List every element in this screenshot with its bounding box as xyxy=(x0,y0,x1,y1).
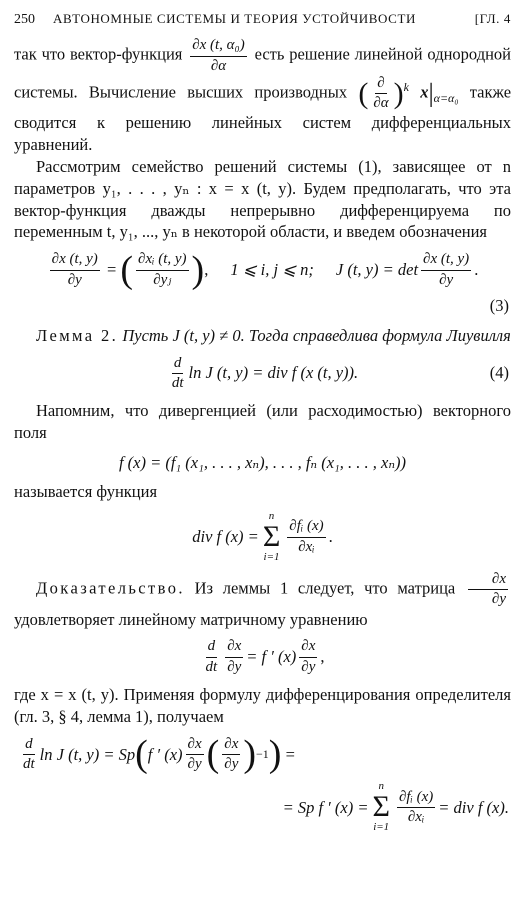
equation-4: $\frac{d}{dt}$ ln J (t, y) = div f (x (t, y)). (4) xyxy=(171,354,509,391)
equation-final-line-1: $\frac{d}{dt}$ ln J (t, y) = Sp ( f ′ (x) $\frac{\partial x}{\partial y}$ ( $\frac{\partial x}{\partial y}$ ) −1 ) = xyxy=(23,733,295,776)
paragraph-determinant: где x = x (t, y). Применяя формулу дифференцирования определителя (гл. 3, § 4, лемма 1), получаем xyxy=(14,684,511,726)
sum-symbol: n Σ i=1 xyxy=(262,510,281,564)
chapter-marker: [ГЛ. 4 xyxy=(474,11,511,26)
lemma-statement: Пусть J (t, y) ≠ 0. Тогда справедлива формула Лиувилля xyxy=(122,325,511,345)
lemma-2 xyxy=(14,325,511,347)
paragraph-vector-function: так что вектор-функция $\frac{\text{∂x (t, α₀)}}{\partial\alpha}$ есть решение линейной однородной системы. Вычисление высших производных ( $\frac{\partial}{\partial\alpha}$ )$^k$ $x|_{\alpha=\alpha_0}$ также сводится к решению линейных систем дифференциальных уравнений. xyxy=(14,37,512,155)
running-header xyxy=(14,10,511,29)
proof-label: Доказательство. xyxy=(36,578,185,598)
paragraph-divergence-definition: Напомним, что дивергенцией (или расходимостью) векторного поля xyxy=(14,401,511,442)
equation-number-4: (4) xyxy=(489,363,509,383)
equation-final-line-2: = Sp f ′ (x) = n Σ i=1 $\frac{\text{∂fᵢ (x)}}{\text{∂xᵢ}}$ = div f (x). xyxy=(282,780,509,834)
running-title: АВТОНОМНЫЕ СИСТЕМЫ И ТЕОРИЯ УСТОЙЧИВОСТИ xyxy=(53,11,416,26)
paragraph-family-of-solutions: Рассмотрим семейство решений системы (1), зависящее от n параметров y₁, . . . , yₙ : x = x (t, y). Будем предполагать, что эта вектор-функция дважды непрерывно дифференцируема по переменным t, y₁, ..., yₙ в некоторой области, и введем обозначения xyxy=(14,157,511,242)
equation-matrix: $\frac{d}{dt}$ $\frac{\partial x}{\partial y}$ = f ′ (x) $\frac{\partial x}{\partial y}$ , xyxy=(205,638,325,675)
page-number: 250 xyxy=(14,12,35,27)
equation-divergence: div f (x) = n Σ i=1 $\frac{\text{∂fᵢ (x)}}{\text{∂xᵢ}}$ . xyxy=(192,510,333,564)
lemma-label: Лемма 2. xyxy=(36,325,119,345)
equation-number-3: (3) xyxy=(489,296,509,316)
paragraph-called-function: называется функция xyxy=(14,482,158,502)
fraction-dx-dalpha: $\frac{\text{∂x (t, α₀)}}{\partial\alpha}$ xyxy=(192,37,245,74)
equation-3: $\frac{\partial x (t, y)}{\partial y}$ = ( $\frac{\text{∂xᵢ (t, y)}}{\text{∂yⱼ}}$ ) , 1 ⩽ i, j ⩽ n; J (t, y) = det $\frac{\partial x (t, y)}{\partial y}$ . xyxy=(51,249,479,292)
book-page xyxy=(14,10,511,841)
equation-vector-field: f (x) = (f₁ (x₁, . . . , xₙ), . . . , fₙ (x₁, . . . , xₙ)) xyxy=(118,452,407,472)
proof-paragraph: Доказательство. Из леммы 1 следует, что матрица $\frac{\partial x}{\partial y}$ удовлетворяет линейному матричному уравнению xyxy=(14,571,506,629)
